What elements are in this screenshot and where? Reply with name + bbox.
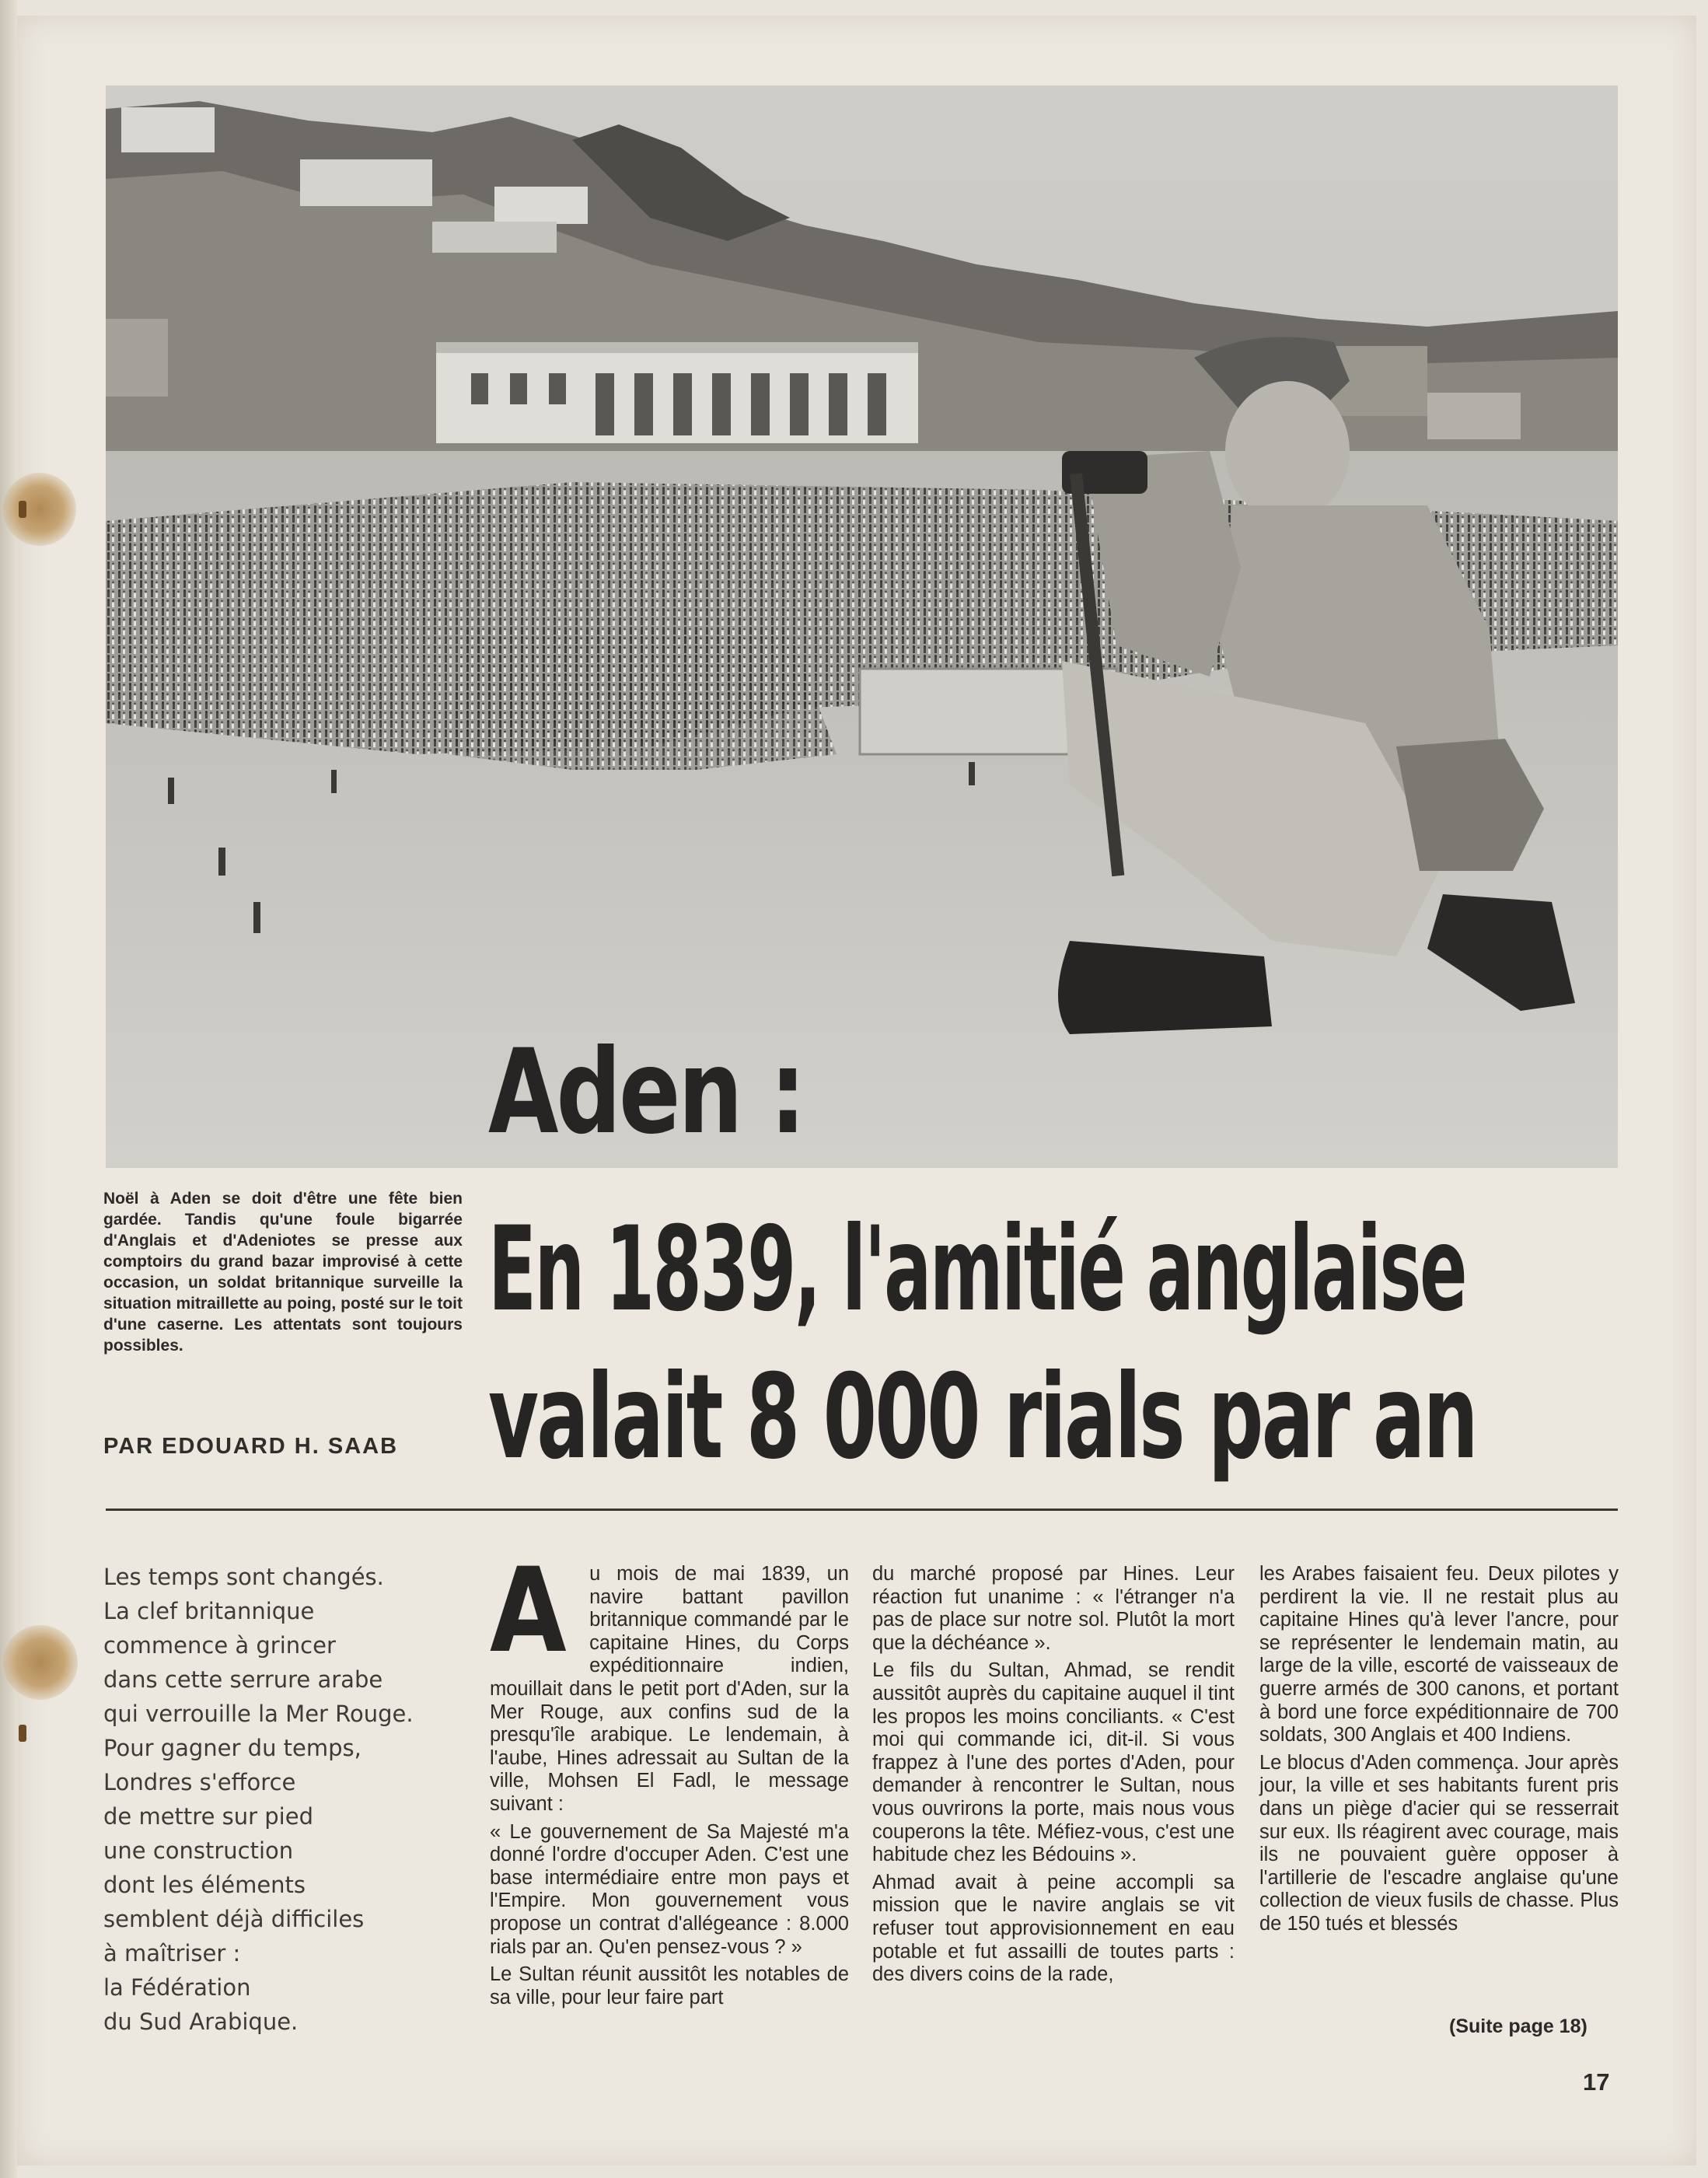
body-paragraph: « Le gouvernement de Sa Majesté m'a donné l'ordre d'occuper Aden. C'est une base intermédiaire entre mon pays et l'Empire. Mon gouvernement vous propose un contrat d'allégeance : 8.000 rials par an. Qu'en pensez-vous ? »	[490, 1820, 849, 1958]
intro-text	[103, 1560, 469, 2039]
body-paragraph: Le blocus d'Aden commença. Jour après jour, la ville et ses habitants furent pris dans un piège d'acier qui se resserrait sur eux. Ils réagirent avec courage, mais ils ne pouvaient guère opposer à l'artillerie de l'escadre anglaise qu'une collection de vieux fusils de chasse. Plus de 150 tués et blessés	[1259, 1751, 1619, 1935]
intro-line: semblent déjà difficiles	[103, 1906, 365, 1932]
rust-stain-top	[3, 473, 76, 546]
staple-bottom	[19, 1725, 26, 1742]
intro-line: dont les éléments	[103, 1872, 306, 1898]
page-edge	[0, 0, 17, 2178]
rust-stain-bottom	[3, 1625, 78, 1700]
intro-line: à maîtriser :	[103, 1940, 241, 1966]
intro-line: une construction	[103, 1837, 294, 1864]
body-column-1	[490, 1543, 849, 2014]
byline: PAR EDOUARD H. SAAB	[103, 1434, 399, 1459]
intro-line: dans cette serrure arabe	[103, 1666, 383, 1693]
intro-line: commence à grincer	[103, 1632, 336, 1659]
intro-line: La clef britannique	[103, 1598, 315, 1624]
section-divider	[106, 1509, 1618, 1511]
intro-line: de mettre sur pied	[103, 1803, 313, 1830]
body-column-3	[1259, 1563, 1619, 1941]
body-paragraph: les Arabes faisaient feu. Deux pilotes y perdirent la vie. Il ne restait plus au capitaine Hines qu'à lever l'ancre, pour se représenter le lendemain matin, au large de la ville, escorté de vaisseaux de guerre armés de 300 canons, et portant à bord une force expéditionnaire de 700 soldats, 300 Anglais et 400 Indiens.	[1259, 1563, 1619, 1746]
drop-cap: A	[490, 1543, 567, 1679]
intro-line: la Fédération	[103, 1974, 251, 2001]
body-column-2	[872, 1563, 1235, 1991]
body-paragraph: du marché proposé par Hines. Leur réaction fut unanime : « l'étranger n'a pas de place sur notre sol. Plutôt la mort que la déchéance ».	[872, 1563, 1235, 1654]
headline-line-2: En 1839, l'amitié anglaise	[488, 1202, 1466, 1337]
body-paragraph: u mois de mai 1839, un navire battant pavillon britannique commandé par le capitaine Hines, du Corps expéditionnaire indien, mouillait dans le petit port d'Aden, sur la Mer Rouge, aux confins sud de la presqu'île arabique. Le lendemain, à l'aube, Hines adressait au Sultan de la ville, Mohsen El Fadl, le message suivant :	[490, 1563, 849, 1815]
headline-line-3: valait 8 000 rials par an	[488, 1350, 1476, 1485]
body-paragraph: Le fils du Sultan, Ahmad, se rendit aussitôt auprès du capitaine auquel il tint les propos les moins conciliants. « C'est moi qui commande ici, dit-il. Si vous frappez à l'une des portes d'Aden, pour demander à rencontrer le Sultan, nous vous ouvrirons la porte, mais nous vous couperons la tête. Méfiez-vous, c'est une habitude chez les Bédouins ».	[872, 1659, 1235, 1866]
intro-line: qui verrouille la Mer Rouge.	[103, 1701, 414, 1727]
body-paragraph: Ahmad avait à peine accompli sa mission que le navire anglais se vit refuser tout approvisionnement en eau potable et fut assailli de toutes parts : des divers coins de la rade,	[872, 1871, 1235, 1986]
page-number: 17	[1583, 2068, 1610, 2096]
intro-line: Londres s'efforce	[103, 1769, 296, 1795]
intro-line: du Sud Arabique.	[103, 2008, 299, 2035]
photo-caption: Noël à Aden se doit d'être une fête bien gardée. Tandis qu'une foule bigarrée d'Anglais et d'Adeniotes se presse aux comptoirs du grand bazar improvisé à cette occasion, un soldat britannique surveille la situation mitraillette au poing, posté sur le toit d'une caserne. Les attentats sont toujours possibles.	[103, 1190, 463, 1355]
intro-line: Les temps sont changés.	[103, 1564, 384, 1590]
headline-line-1: Aden :	[488, 1025, 804, 1160]
continued-note: (Suite page 18)	[1449, 2015, 1587, 2037]
aden-photo	[106, 86, 1618, 1168]
intro-line: Pour gagner du temps,	[103, 1735, 362, 1761]
staple-top	[19, 501, 26, 518]
body-paragraph: Le Sultan réunit aussitôt les notables de sa ville, pour leur faire part	[490, 1963, 849, 2008]
